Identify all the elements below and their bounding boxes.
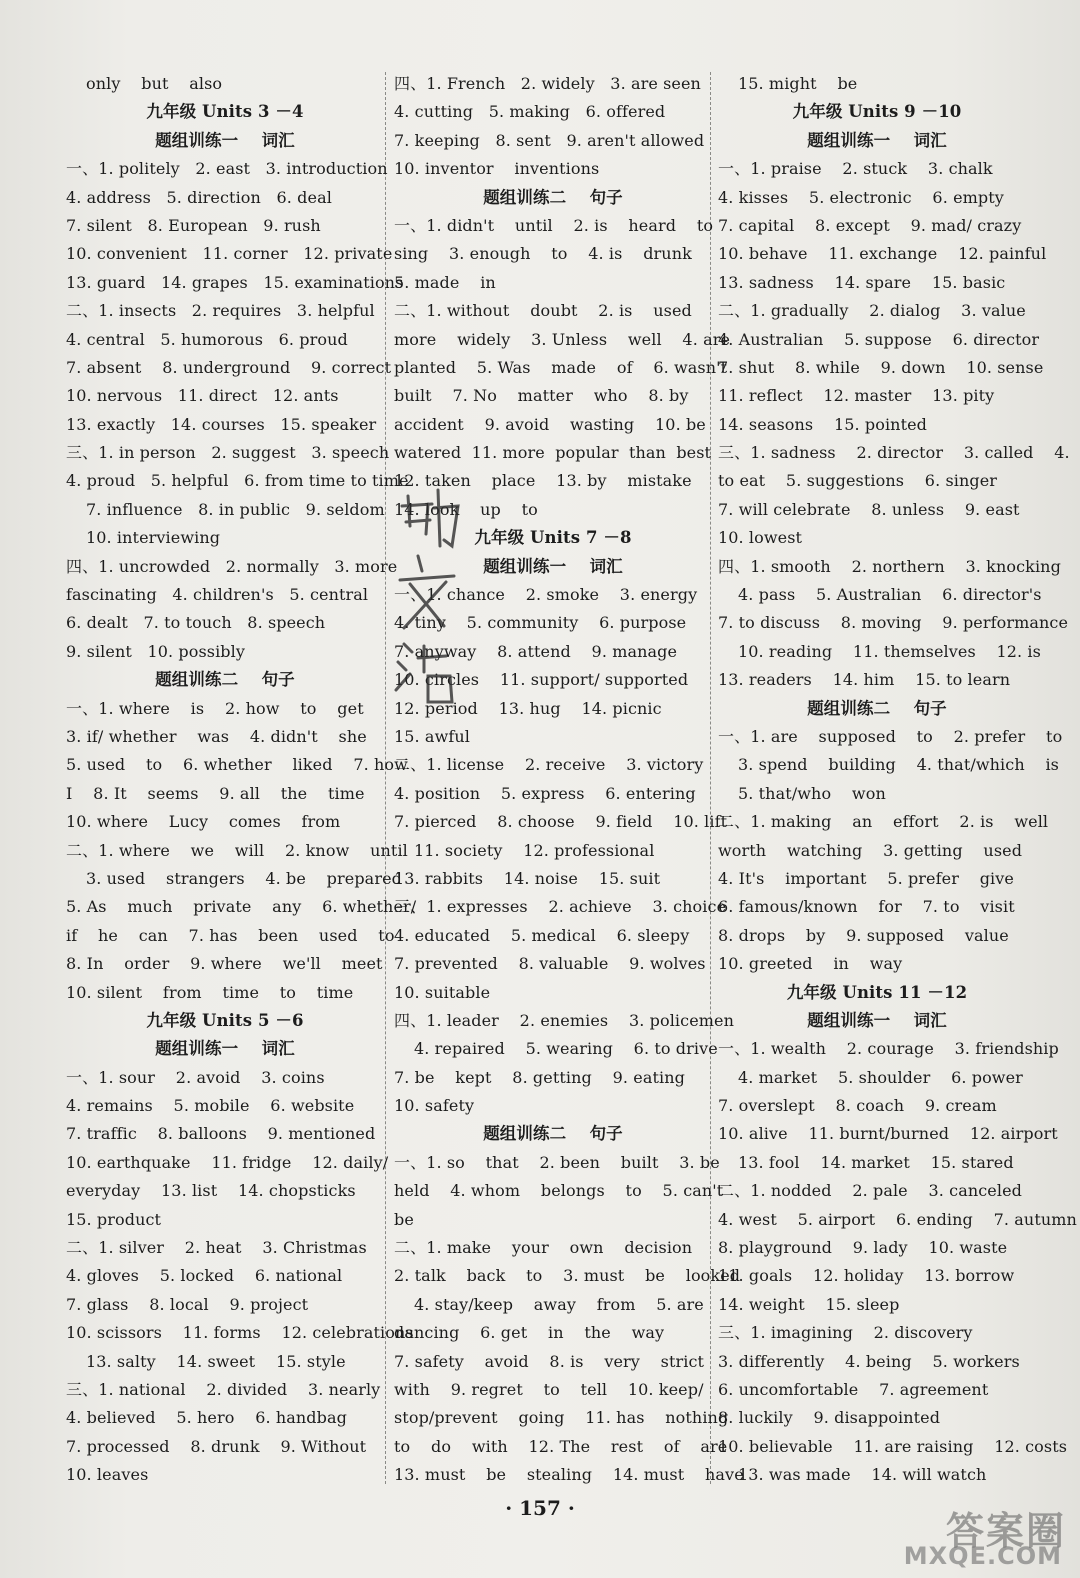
answer-line: 一、1. politely 2. east 3. introduction <box>66 159 388 179</box>
answer-line: 6. dealt 7. to touch 8. speech <box>66 613 326 633</box>
answer-line: 14. look up to <box>394 499 538 519</box>
answer-line: sing 3. enough to 4. is drunk <box>394 244 692 264</box>
answer-line: 4. stay/keep away from 5. are <box>414 1294 704 1314</box>
answer-line: 7. shut 8. while 9. down 10. sense <box>718 357 1044 377</box>
answer-line: 12. taken place 13. by mistake <box>394 471 692 491</box>
answer-line: 5. used to 6. whether liked 7. how <box>66 755 408 775</box>
answer-line: 4. educated 5. medical 6. sleepy <box>394 925 690 945</box>
answer-line: 二、1. silver 2. heat 3. Christmas <box>66 1238 367 1258</box>
answer-line: more widely 3. Unless well 4. are <box>394 329 731 349</box>
answer-line: 4. believed 5. hero 6. handbag <box>66 1408 347 1428</box>
answer-line: 4. address 5. direction 6. deal <box>66 187 332 207</box>
answer-line: dancing 6. get in the way <box>394 1323 665 1343</box>
answer-line: 二、1. license 2. receive 3. victory <box>394 755 704 775</box>
answer-line: 10. where Lucy comes from <box>66 812 341 832</box>
answer-line: 3. if/ whether was 4. didn't she <box>66 726 367 746</box>
answer-line: 3. spend building 4. that/which is <box>738 755 1059 775</box>
answer-line: 8. drops by 9. supposed value <box>718 925 1009 945</box>
answer-line: watered 11. more popular than best <box>394 443 712 463</box>
answer-line: 2. talk back to 3. must be looked <box>394 1266 741 1286</box>
answer-line: 4. central 5. humorous 6. proud <box>66 329 348 349</box>
answer-line: 7. to discuss 8. moving 9. performance <box>718 613 1069 633</box>
answer-line: 7. absent 8. underground 9. correct <box>66 357 392 377</box>
answer-line: 二、1. insects 2. requires 3. helpful <box>66 301 375 321</box>
answer-line: 8. playground 9. lady 10. waste <box>718 1238 1008 1258</box>
answer-line: 一、1. didn't until 2. is heard to <box>394 215 714 235</box>
answer-line: 10. safety <box>394 1096 475 1116</box>
section-heading: 九年级 Units 3 －4 <box>146 102 304 122</box>
page-number: · 157 · <box>505 1496 575 1520</box>
answer-line: 3. differently 4. being 5. workers <box>718 1351 1020 1371</box>
answer-line: 7. glass 8. local 9. project <box>66 1294 309 1314</box>
answer-line: 四、1. French 2. widely 3. are seen <box>394 74 701 93</box>
answer-line: 四、1. uncrowded 2. normally 3. more <box>66 556 398 576</box>
column-3 <box>718 70 1077 1490</box>
answer-line: 10. leaves <box>66 1465 149 1485</box>
answer-line: 10. behave 11. exchange 12. painful <box>718 244 1047 264</box>
answer-line: 9. silent 10. possibly <box>66 641 246 661</box>
section-heading: 题组训练一 词汇 <box>807 130 947 150</box>
answer-line: 10. believable 11. are raising 12. costs <box>718 1436 1068 1456</box>
watermark-logo: 答案圈 <box>945 1509 1066 1553</box>
answer-line: 7. silent 8. European 9. rush <box>66 215 321 235</box>
answer-line: 4. position 5. express 6. entering <box>394 783 696 803</box>
answer-line: 7. keeping 8. sent 9. aren't allowed <box>394 130 705 150</box>
answer-line: 7. be kept 8. getting 9. eating <box>394 1067 685 1087</box>
answer-line: 13. sadness 14. spare 15. basic <box>718 272 1006 292</box>
answer-line: 5. made in <box>394 272 496 292</box>
section-heading: 题组训练二 句子 <box>483 187 623 207</box>
answer-line: fascinating 4. children's 5. central <box>66 585 369 605</box>
answer-line: 4. proud 5. helpful 6. from time to time <box>66 471 409 491</box>
section-heading: 题组训练二 句子 <box>483 1124 623 1144</box>
answer-line: 3. used strangers 4. be prepared <box>86 868 402 888</box>
answer-line: 10. earthquake 11. fridge 12. daily/ <box>66 1152 389 1172</box>
answer-line: to do with 12. The rest of are <box>394 1436 728 1456</box>
watermark <box>856 1500 1066 1570</box>
section-heading: 题组训练二 句子 <box>155 670 295 690</box>
answer-line: 7. influence 8. in public 9. seldom <box>86 499 385 519</box>
answer-line: 14. weight 15. sleep <box>718 1294 900 1314</box>
answer-line: 二、1. gradually 2. dialog 3. value <box>718 301 1026 321</box>
answer-line: 10. silent from time to time <box>66 982 354 1002</box>
answer-line: accident 9. avoid wasting 10. be <box>394 414 706 434</box>
answer-line: 一、1. praise 2. stuck 3. chalk <box>718 159 993 179</box>
answer-line: planted 5. Was made of 6. wasn't <box>394 357 728 377</box>
answer-line: 二、1. without doubt 2. is used <box>394 301 692 321</box>
answer-line: 13. must be stealing 14. must have <box>394 1465 744 1485</box>
answer-line: everyday 13. list 14. chopsticks <box>66 1181 356 1201</box>
answer-line: stop/prevent going 11. has nothing <box>394 1408 729 1428</box>
answer-line: be <box>394 1209 414 1229</box>
watermark-url: MXQE.COM <box>903 1542 1062 1570</box>
section-heading: 题组训练一 词汇 <box>807 1010 947 1030</box>
answer-line: 7. safety avoid 8. is very strict <box>394 1351 705 1371</box>
answer-line: 4. gloves 5. locked 6. national <box>66 1266 343 1286</box>
answer-line: 4. kisses 5. electronic 6. empty <box>718 187 1004 207</box>
answer-line: 4. repaired 5. wearing 6. to drive <box>414 1039 718 1059</box>
answer-line: 二、1. nodded 2. pale 3. canceled <box>718 1181 1023 1201</box>
answer-line: 4. west 5. airport 6. ending 7. autumn <box>718 1209 1077 1229</box>
section-heading: 九年级 Units 9 －10 <box>792 102 962 122</box>
answer-line: 13. was made 14. will watch <box>738 1465 987 1485</box>
answer-line: 10. nervous 11. direct 12. ants <box>66 386 339 406</box>
answer-line: 7. will celebrate 8. unless 9. east <box>718 499 1020 519</box>
section-heading: 九年级 Units 5 －6 <box>146 1010 304 1030</box>
answer-line: I 8. It seems 9. all the time <box>66 783 365 803</box>
answer-line: 10. scissors 11. forms 12. celebrations <box>66 1323 414 1343</box>
answer-line: 7. overslept 8. coach 9. cream <box>718 1096 997 1116</box>
answer-line: 10. interviewing <box>86 528 221 548</box>
answer-line: 6. uncomfortable 7. agreement <box>718 1379 989 1399</box>
answer-line: 4. Australian 5. suppose 6. director <box>718 329 1040 349</box>
section-heading: 九年级 Units 7 －8 <box>474 528 632 548</box>
answer-line: 一、1. so that 2. been built 3. be <box>394 1152 720 1172</box>
answer-line: built 7. No matter who 8. by <box>394 386 689 406</box>
answer-line: only but also <box>86 74 223 93</box>
answer-line: 三、1. national 2. divided 3. nearly <box>66 1379 381 1399</box>
answer-line: 7. traffic 8. balloons 9. mentioned <box>66 1124 376 1144</box>
column-1 <box>66 70 417 1490</box>
answer-line: 10. circles 11. support/ supported <box>394 670 689 690</box>
answer-line: 15. product <box>66 1209 162 1229</box>
section-heading: 题组训练一 词汇 <box>155 130 295 150</box>
answer-line: 4. market 5. shoulder 6. power <box>738 1067 1023 1087</box>
section-heading: 九年级 Units 11 －12 <box>786 982 968 1002</box>
answer-line: to eat 5. suggestions 6. singer <box>718 471 998 491</box>
answer-line: 14. seasons 15. pointed <box>718 414 928 434</box>
answer-line: held 4. whom belongs to 5. can't <box>394 1181 724 1201</box>
answer-line: 10. suitable <box>394 982 491 1002</box>
answer-line: 四、1. smooth 2. northern 3. knocking <box>718 556 1061 576</box>
answer-line: 三、1. sadness 2. director 3. called 4. <box>718 443 1070 463</box>
answer-line: 11. goals 12. holiday 13. borrow <box>718 1266 1015 1286</box>
answer-line: 5. As much private any 6. whether/ <box>66 897 417 917</box>
section-heading: 题组训练一 词汇 <box>155 1039 295 1059</box>
answer-line: 二、1. make your own decision <box>394 1238 693 1258</box>
answer-line: 一、1. where is 2. how to get <box>66 698 364 718</box>
answer-line: 5. that/who won <box>738 783 886 803</box>
answer-line: 一、1. chance 2. smoke 3. energy <box>394 585 698 605</box>
answer-line: 四、1. leader 2. enemies 3. policemen <box>394 1010 735 1030</box>
answer-line: 4. remains 5. mobile 6. website <box>66 1096 355 1116</box>
answer-line: 一、1. wealth 2. courage 3. friendship <box>718 1039 1059 1059</box>
answer-line: 13. salty 14. sweet 15. style <box>86 1351 346 1371</box>
answer-line: 11. society 12. professional <box>414 840 655 860</box>
section-heading: 题组训练一 词汇 <box>483 556 623 576</box>
section-heading: 题组训练二 句子 <box>807 698 947 718</box>
answer-line: worth watching 3. getting used <box>718 840 1023 860</box>
answer-line: 7. capital 8. except 9. mad/ crazy <box>718 215 1022 235</box>
answer-line: 一、1. are supposed to 2. prefer to <box>718 726 1063 746</box>
answer-line: 10. reading 11. themselves 12. is <box>738 641 1041 661</box>
answer-line: 二、1. making an effort 2. is well <box>718 812 1049 832</box>
answer-line: 13. guard 14. grapes 15. examinations <box>66 272 404 292</box>
answer-line: 8. In order 9. where we'll meet <box>66 954 383 974</box>
answer-line: 三、1. imagining 2. discovery <box>718 1323 973 1343</box>
answer-line: 10. lowest <box>718 528 803 548</box>
answer-line: 二、1. where we will 2. know until <box>66 840 408 860</box>
answer-line: 13. rabbits 14. noise 15. suit <box>394 868 661 888</box>
answer-line: 10. alive 11. burnt/burned 12. airport <box>718 1124 1058 1144</box>
answer-line: 7. pierced 8. choose 9. field 10. lift <box>394 812 728 832</box>
answer-line: 15. might be <box>738 74 858 93</box>
answer-line: 13. exactly 14. courses 15. speaker <box>66 414 377 434</box>
answer-line: 4. pass 5. Australian 6. director's <box>738 585 1042 605</box>
answer-line: 三、1. in person 2. suggest 3. speech <box>66 443 390 463</box>
answer-line: 13. fool 14. market 15. stared <box>738 1152 1014 1172</box>
answer-line: 10. inventor inventions <box>394 159 600 179</box>
answer-line: 4. cutting 5. making 6. offered <box>394 102 666 122</box>
answer-line: 12. period 13. hug 14. picnic <box>394 698 662 718</box>
answer-line: 一、1. sour 2. avoid 3. coins <box>66 1067 325 1087</box>
column-2 <box>394 70 744 1490</box>
answer-line: 11. reflect 12. master 13. pity <box>718 386 995 406</box>
answer-line: with 9. regret to tell 10. keep/ <box>394 1379 704 1399</box>
answer-line: 10. convenient 11. corner 12. private <box>66 244 393 264</box>
answer-line: 10. greeted in way <box>718 954 903 974</box>
answer-line: 4. It's important 5. prefer give <box>718 868 1014 888</box>
answer-line: 6. famous/known for 7. to visit <box>718 897 1015 917</box>
answer-line: 15. awful <box>394 726 471 746</box>
answer-line: 7. processed 8. drunk 9. Without <box>66 1436 367 1456</box>
answer-line: if he can 7. has been used to <box>66 925 395 945</box>
answer-line: 7. prevented 8. valuable 9. wolves <box>394 954 706 974</box>
answer-line: 7. anyway 8. attend 9. manage <box>394 641 678 661</box>
answer-line: 三、1. expresses 2. achieve 3. choice <box>394 897 727 917</box>
answer-line: 4. tiny 5. community 6. purpose <box>394 613 687 633</box>
answer-line: 8. luckily 9. disappointed <box>718 1408 941 1428</box>
handwriting-scribble <box>388 476 478 716</box>
answer-line: 13. readers 14. him 15. to learn <box>718 670 1011 690</box>
